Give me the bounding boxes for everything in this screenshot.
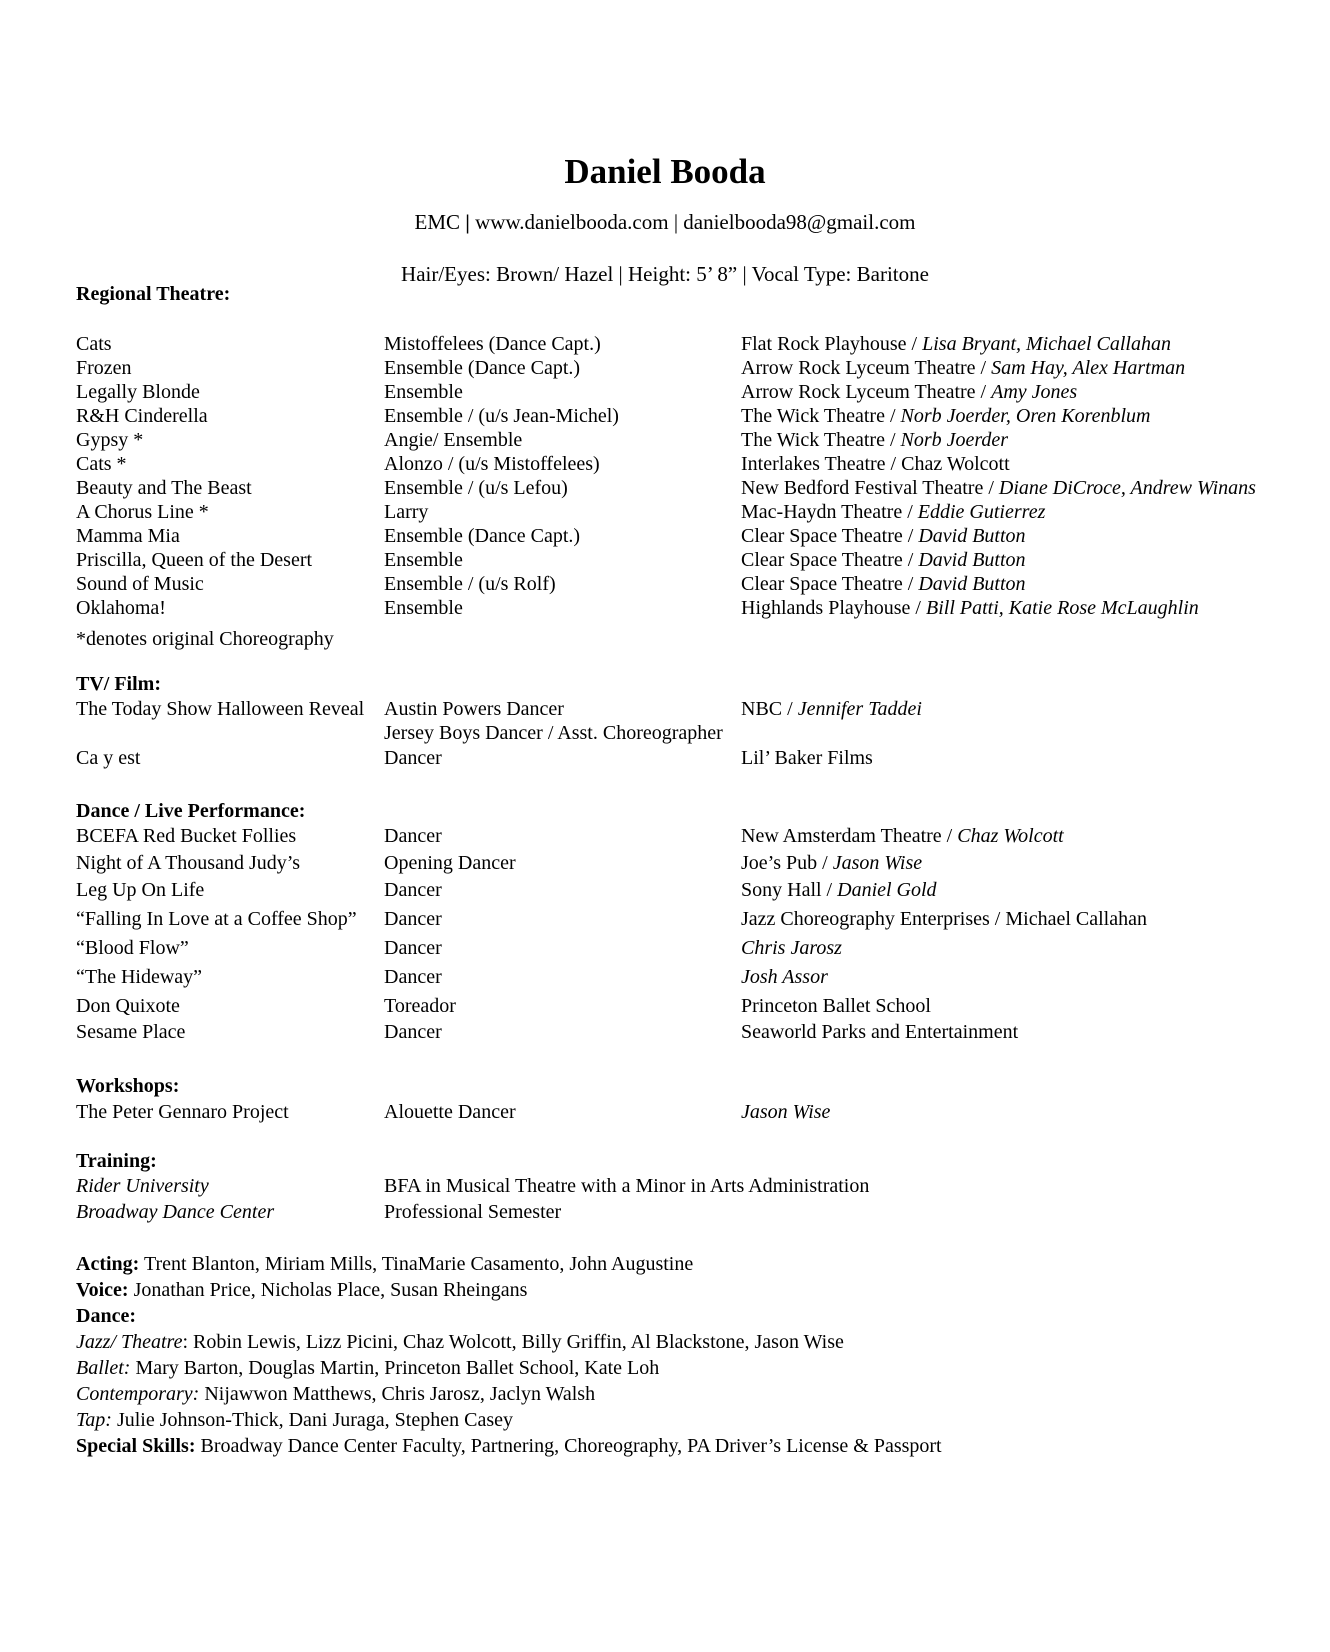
credit-director: David Button — [918, 549, 1026, 571]
credit-director: Jennifer Taddei — [797, 698, 922, 720]
credit-venue-name: Arrow Rock Lyceum Theatre / — [741, 381, 992, 403]
credit-venue-name: The Wick Theatre / — [741, 405, 901, 427]
credit-show: Sound of Music — [76, 573, 204, 595]
credit-director: Norb Joerder, Oren Korenblum — [900, 405, 1151, 427]
credit-role: Ensemble / (u/s Jean-Michel) — [384, 405, 619, 427]
credit-director: David Button — [918, 573, 1026, 595]
regional-note: *denotes original Choreography — [76, 628, 334, 650]
credit-show: Sesame Place — [76, 1021, 186, 1043]
contemporary-teachers: Contemporary: Nijawwon Matthews, Chris Jarosz, Jaclyn Walsh — [76, 1383, 596, 1405]
dance-heading: Dance / Live Performance: — [76, 800, 306, 822]
credit-role: Ensemble / (u/s Rolf) — [384, 573, 556, 595]
credit-show: Oklahoma! — [76, 597, 166, 619]
credit-director: Norb Joerder — [900, 429, 1009, 451]
credit-venue — [741, 1100, 830, 1124]
voice-teachers: Voice: Jonathan Price, Nicholas Place, Susan Rheingans — [76, 1279, 528, 1301]
credit-venue-name: Mac-Haydn Theatre / — [741, 501, 918, 523]
credit-show: Cats — [76, 333, 112, 355]
credit-role: Jersey Boys Dancer / Asst. Choreographer — [384, 722, 723, 744]
credit-show: Mamma Mia — [76, 525, 180, 547]
credit-role: Alonzo / (u/s Mistoffelees) — [384, 453, 600, 475]
credit-director: Jason Wise — [832, 852, 923, 874]
credit-venue-name: Highlands Playhouse / — [741, 597, 926, 619]
ballet-teachers: Ballet: Mary Barton, Douglas Martin, Princeton Ballet School, Kate Loh — [76, 1357, 660, 1379]
credit-venue-name: Clear Space Theatre / — [741, 573, 919, 595]
credit-role: Dancer — [384, 747, 442, 769]
credit-role: Dancer — [384, 908, 442, 930]
credit-venue — [741, 824, 1064, 848]
credit-role: Dancer — [384, 937, 442, 959]
dance-label: Dance: — [76, 1305, 136, 1327]
credit-venue-name: Clear Space Theatre / — [741, 525, 919, 547]
special-skills: Special Skills: Broadway Dance Center Faculty, Partnering, Choreography, PA Driver’s License & Passport — [76, 1435, 942, 1457]
credit-venue — [741, 356, 1185, 380]
credit-venue — [741, 994, 931, 1018]
credit-venue-name: Flat Rock Playhouse / — [741, 333, 923, 355]
credit-venue — [741, 907, 1147, 931]
credit-director: Sam Hay, Alex Hartman — [991, 357, 1186, 379]
credit-director: Jason Wise — [741, 1101, 831, 1123]
credit-director: Eddie Gutierrez — [917, 501, 1046, 523]
credit-show: A Chorus Line * — [76, 501, 209, 523]
credit-venue — [741, 965, 828, 989]
credit-show: “Falling In Love at a Coffee Shop” — [76, 908, 357, 930]
credit-role: Austin Powers Dancer — [384, 698, 564, 720]
credit-show: Ca y est — [76, 747, 141, 769]
credit-show: Beauty and The Beast — [76, 477, 252, 499]
credit-director: Daniel Gold — [837, 879, 937, 901]
credit-show: BCEFA Red Bucket Follies — [76, 825, 297, 847]
credit-role: Dancer — [384, 1021, 442, 1043]
credit-venue-name: New Bedford Festival Theatre / — [741, 477, 999, 499]
credit-venue-name: Lil’ Baker Films — [741, 747, 873, 769]
credit-show: The Today Show Halloween Reveal — [76, 698, 365, 720]
credit-role: Ensemble — [384, 381, 463, 403]
credit-venue-name: Seaworld Parks and Entertainment — [741, 1021, 1019, 1043]
credit-venue — [741, 500, 1045, 524]
website-link[interactable]: www.danielbooda.com — [475, 210, 669, 234]
tvfilm-heading: TV/ Film: — [76, 673, 161, 695]
credit-show: “Blood Flow” — [76, 937, 189, 959]
credit-venue-name: New Amsterdam Theatre / — [741, 825, 958, 847]
credit-role: Larry — [384, 501, 429, 523]
credit-director: David Button — [918, 525, 1026, 547]
credit-director: Amy Jones — [991, 381, 1078, 403]
credit-venue — [741, 851, 922, 875]
credit-show: Night of A Thousand Judy’s — [76, 852, 301, 874]
credit-venue-name: Clear Space Theatre / — [741, 549, 919, 571]
credit-venue — [741, 1020, 1018, 1044]
credit-show: “The Hideway” — [76, 966, 203, 988]
credit-role: Ensemble — [384, 549, 463, 571]
credit-role: Dancer — [384, 825, 442, 847]
jazz-teachers: Jazz/ Theatre: Robin Lewis, Lizz Picini, Chaz Wolcott, Billy Griffin, Al Blackstone, Jason Wise — [76, 1331, 844, 1353]
stats-line: Hair/Eyes: Brown/ Hazel | Height: 5’ 8” | Vocal Type: Baritone — [401, 262, 929, 286]
credit-venue — [741, 878, 937, 902]
training-program: Professional Semester — [384, 1201, 562, 1223]
credit-venue-name: Sony Hall / — [741, 879, 838, 901]
credit-role: Ensemble / (u/s Lefou) — [384, 477, 568, 499]
credit-role: Ensemble (Dance Capt.) — [384, 525, 581, 547]
acting-teachers: Acting: Trent Blanton, Miriam Mills, TinaMarie Casamento, John Augustine — [76, 1253, 694, 1275]
workshops-heading: Workshops: — [76, 1075, 180, 1097]
credit-venue — [741, 380, 1077, 404]
credit-venue-name: NBC / — [741, 698, 798, 720]
credit-venue — [741, 746, 873, 770]
separator: | — [668, 210, 684, 234]
credit-venue — [741, 428, 1008, 452]
credit-show: Legally Blonde — [76, 381, 200, 403]
credit-director: Chris Jarosz — [741, 937, 842, 959]
credit-venue — [741, 572, 1026, 596]
credit-role: Opening Dancer — [384, 852, 516, 874]
credit-show: Don Quixote — [76, 995, 180, 1017]
credit-director: Josh Assor — [741, 966, 828, 988]
credit-venue — [741, 452, 1010, 476]
email-link[interactable]: danielbooda98@gmail.com — [683, 210, 916, 234]
training-school: Rider University — [76, 1175, 209, 1197]
credit-venue-name: Princeton Ballet School — [741, 995, 931, 1017]
credit-role: Dancer — [384, 879, 442, 901]
contact-line — [0, 210, 1330, 235]
credit-show: Priscilla, Queen of the Desert — [76, 549, 313, 571]
credit-show: The Peter Gennaro Project — [76, 1101, 289, 1123]
credit-director: Lisa Bryant, Michael Callahan — [922, 333, 1171, 355]
credit-show: Gypsy * — [76, 429, 144, 451]
credit-role: Dancer — [384, 966, 442, 988]
credit-venue — [741, 596, 1199, 620]
credit-show: R&H Cinderella — [76, 405, 208, 427]
training-school: Broadway Dance Center — [76, 1201, 275, 1223]
union: EMC — [414, 210, 461, 234]
training-program: BFA in Musical Theatre with a Minor in Arts Administration — [384, 1175, 870, 1197]
credit-role: Toreador — [384, 995, 456, 1017]
credit-venue — [741, 936, 842, 960]
credit-show: Cats * — [76, 453, 127, 475]
credit-venue-name: Interlakes Theatre / Chaz Wolcott — [741, 453, 1010, 475]
regional-heading: Regional Theatre: — [76, 283, 231, 305]
credit-director: Diane DiCroce, Andrew Winans — [998, 477, 1256, 499]
credit-role: Angie/ Ensemble — [384, 429, 523, 451]
credit-role: Ensemble (Dance Capt.) — [384, 357, 581, 379]
credit-venue — [741, 548, 1026, 572]
credit-venue — [741, 404, 1151, 428]
credit-venue-name: The Wick Theatre / — [741, 429, 901, 451]
credit-director: Bill Patti, Katie Rose McLaughlin — [926, 597, 1199, 619]
credit-show: Leg Up On Life — [76, 879, 205, 901]
resume-name: Daniel Booda — [564, 152, 766, 191]
credit-role: Alouette Dancer — [384, 1101, 516, 1123]
credit-director: Chaz Wolcott — [957, 825, 1064, 847]
tap-teachers: Tap: Julie Johnson-Thick, Dani Juraga, Stephen Casey — [76, 1409, 513, 1431]
credit-venue — [741, 697, 922, 721]
separator: | — [460, 210, 476, 234]
credit-venue-name: Jazz Choreography Enterprises / Michael Callahan — [741, 908, 1147, 930]
credit-venue-name: Joe’s Pub / — [741, 852, 833, 874]
credit-venue — [741, 332, 1171, 356]
credit-role: Ensemble — [384, 597, 463, 619]
credit-venue — [741, 524, 1026, 548]
credit-role: Mistoffelees (Dance Capt.) — [384, 333, 601, 355]
credit-venue-name: Arrow Rock Lyceum Theatre / — [741, 357, 992, 379]
credit-venue — [741, 476, 1256, 500]
training-heading: Training: — [76, 1150, 157, 1172]
credit-show: Frozen — [76, 357, 132, 379]
